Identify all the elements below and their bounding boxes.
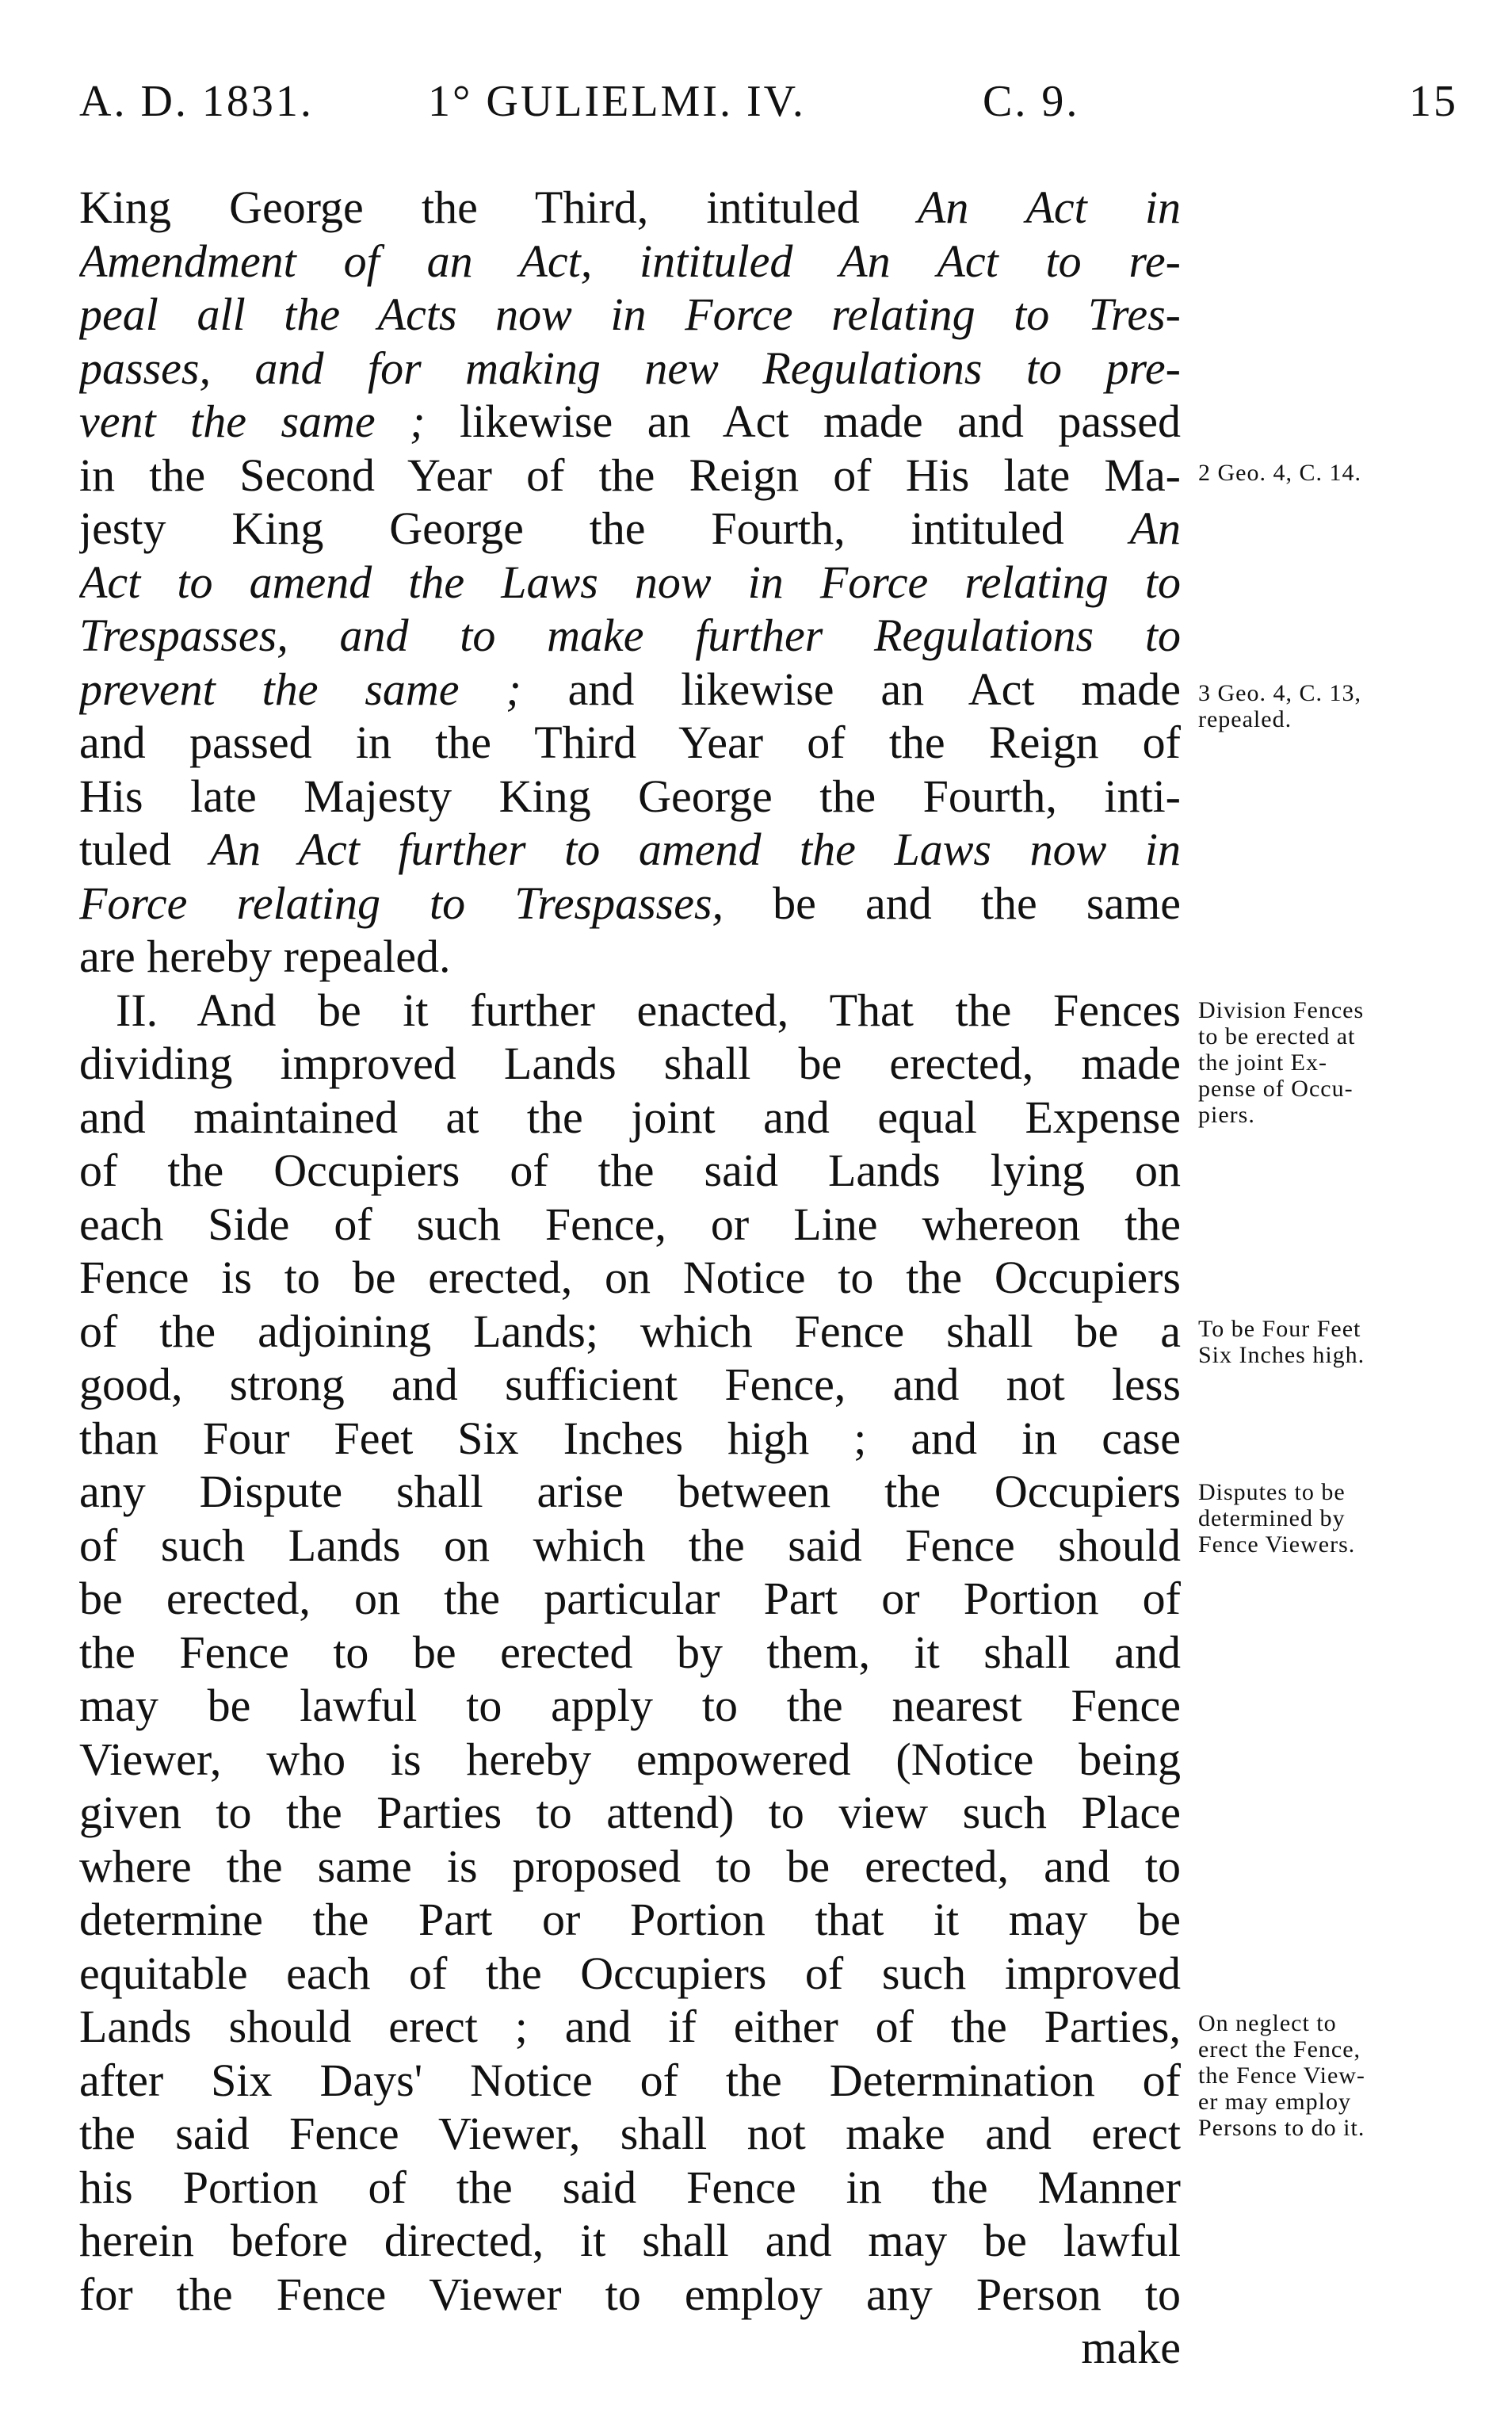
margin-note-line: determined by [1198,1505,1346,1531]
text-line [79,2107,1181,2161]
text-line [79,1947,1181,2001]
text-line [79,181,1181,235]
text-italic: An [1129,503,1181,554]
margin-note [1198,2010,1460,2141]
text-roman: and likewise an Act made [567,663,1181,715]
text-italic: An Act further to amend the Laws now in [209,824,1181,875]
text-roman: tuled [79,824,210,875]
margin-note-line: To be Four Feet [1198,1316,1361,1342]
text-line [79,877,1181,931]
text-roman: likewise an Act made and passed [459,396,1181,447]
text-roman: be erected, on the particular Part or Portion of [79,1573,1181,1624]
body-text [79,181,1181,2375]
text-roman: and maintained at the joint and equal Expense [79,1091,1181,1143]
margin-note-line: the Fence View- [1198,2062,1365,2089]
text-roman: the Fence to be erected by them, it shall and [79,1626,1181,1678]
text-line [79,288,1181,342]
text-line [79,342,1181,396]
text-roman: II. And be it further enacted, That the Fences [116,984,1181,1036]
text-line [79,1198,1181,1252]
margin-note [1198,680,1460,732]
text-line [79,1733,1181,1787]
margin-note [1198,1479,1460,1558]
text-roman: of such Lands on which the said Fence should [79,1519,1181,1571]
text-line [79,1144,1181,1198]
text-line [79,1519,1181,1573]
margin-note [1198,460,1460,486]
header-reign: 1° GULIELMI. IV. [428,77,806,126]
margin-note [1198,997,1460,1128]
text-line [79,2161,1181,2215]
text-line [79,2000,1181,2054]
margin-note-line: Disputes to be [1198,1479,1346,1505]
page-number: 15 [1409,77,1458,126]
text-line [79,1626,1181,1680]
text-line [79,716,1181,770]
text-line [79,1037,1181,1091]
margin-note-line: er may employ [1198,2089,1351,2115]
margin-note-line: to be erected at [1198,1023,1356,1049]
margin-note-line: pense of Occu- [1198,1076,1354,1102]
text-line [79,1091,1181,1145]
text-roman: may be lawful to apply to the nearest Fence [79,1680,1181,1731]
margin-note-line: 3 Geo. 4, C. 13, [1198,680,1361,706]
margin-note-line: repealed. [1198,706,1292,732]
text-line [79,2268,1181,2322]
text-italic: peal all the Acts now in Force relating to Tres- [79,289,1181,340]
text-roman: any Dispute shall arise between the Occupiers [79,1466,1181,1517]
text-roman: each Side of such Fence, or Line whereon the [79,1198,1181,1250]
text-line [79,823,1181,877]
text-line [79,770,1181,824]
running-header [79,76,1458,132]
text-line [79,449,1181,503]
text-roman: for the Fence Viewer to employ any Person to [79,2268,1181,2320]
text-italic: passes, and for making new Regulations to pre- [79,342,1181,394]
text-italic: Act to amend the Laws now in Force relating to [79,556,1181,608]
text-line [79,556,1181,610]
text-roman: given to the Parties to attend) to view such Place [79,1787,1181,1838]
text-italic: Amendment of an Act, intituled An Act to re- [79,235,1181,287]
text-italic: Force relating to Trespasses, [79,877,724,929]
text-line [79,609,1181,663]
text-line [79,663,1181,717]
text-roman: be and the same [724,877,1181,929]
text-roman: of the adjoining Lands; which Fence shall be a [79,1305,1181,1357]
text-roman: jesty King George the Fourth, intituled [79,503,1130,554]
text-line [79,2214,1181,2268]
text-roman: make [1081,2322,1181,2373]
text-roman: His late Majesty King George the Fourth, inti- [79,770,1181,822]
text-roman: dividing improved Lands shall be erected, made [79,1038,1181,1089]
text-line [79,1251,1181,1305]
text-roman: herein before directed, it shall and may be lawful [79,2215,1181,2266]
text-roman: good, strong and sufficient Fence, and not less [79,1359,1181,1410]
text-roman: than Four Feet Six Inches high ; and in case [79,1412,1181,1464]
text-roman: his Portion of the said Fence in the Manner [79,2161,1181,2213]
text-italic: An Act in [917,182,1181,233]
text-italic: vent the same ; [79,396,460,447]
text-line [79,2321,1181,2375]
margin-note-line: piers. [1198,1102,1255,1128]
text-line [79,395,1181,449]
text-roman: Fence is to be erected, on Notice to the Occupiers [79,1252,1181,1303]
margin-note-line: the joint Ex- [1198,1049,1327,1076]
text-line [79,1679,1181,1733]
text-roman: King George the Third, intituled [79,182,918,233]
text-line [79,1893,1181,1947]
text-line [79,1572,1181,1626]
text-roman: the said Fence Viewer, shall not make and erect [79,2108,1181,2159]
margin-note-line: Division Fences [1198,997,1365,1023]
text-roman: Viewer, who is hereby empowered (Notice being [79,1733,1181,1785]
text-roman: where the same is proposed to be erected, and to [79,1840,1181,1892]
text-line [79,235,1181,289]
margin-note-line: Persons to do it. [1198,2115,1365,2141]
margin-note-line: erect the Fence, [1198,2036,1361,2062]
text-line [79,1840,1181,1894]
text-roman: determine the Part or Portion that it may be [79,1894,1181,1945]
text-roman: and passed in the Third Year of the Reign of [79,717,1181,768]
text-roman: after Six Days' Notice of the Determination of [79,2054,1181,2106]
text-line [79,1465,1181,1519]
text-roman: Lands should erect ; and if either of the Parties, [79,2001,1181,2052]
text-line [79,1786,1181,1840]
margin-note-line: 2 Geo. 4, C. 14. [1198,460,1361,486]
margin-note-line: Fence Viewers. [1198,1531,1356,1558]
text-line [79,984,1181,1038]
margin-note-line: Six Inches high. [1198,1342,1365,1368]
text-italic: Trespasses, and to make further Regulations to [79,610,1181,661]
text-line [79,1412,1181,1466]
text-line [79,2054,1181,2108]
header-year: A. D. 1831. [79,77,314,126]
text-roman: are hereby repealed. [79,931,451,982]
text-line [79,1305,1181,1359]
text-roman: equitable each of the Occupiers of such improved [79,1947,1181,1999]
text-italic: prevent the same ; [79,663,568,715]
text-roman: of the Occupiers of the said Lands lying on [79,1145,1181,1196]
header-chapter: C. 9. [983,77,1080,126]
margin-note [1198,1316,1460,1368]
text-line [79,930,1181,984]
text-roman: in the Second Year of the Reign of His late Ma- [79,449,1181,501]
text-line [79,1358,1181,1412]
margin-note-line: On neglect to [1198,2010,1337,2036]
text-line [79,502,1181,556]
